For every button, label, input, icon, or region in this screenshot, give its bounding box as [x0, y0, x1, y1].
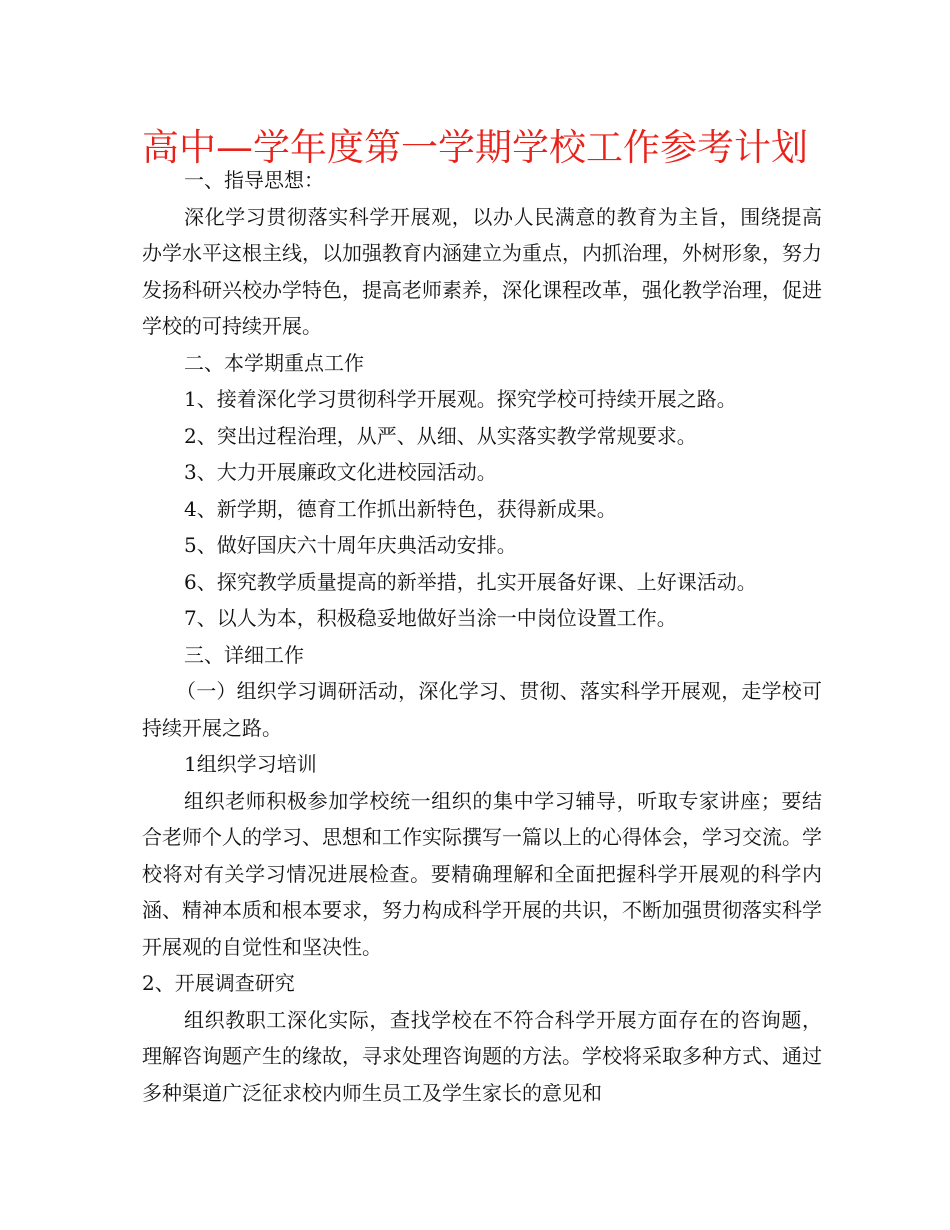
paragraph-investigation: 组织教职工深化实际，查找学校在不符合科学开展方面存在的咨询题，理解咨询题产生的缘故，寻求处理咨询题的方法。学校将采取多种方式、通过多种渠道广泛征求校内师生员工及学生家长的意见和 [142, 1007, 822, 1105]
section-heading-detailed-work: 三、详细工作 [184, 642, 304, 667]
section-heading-guiding-ideology: 一、指导思想： [184, 168, 324, 192]
key-work-item: 3、大力开展廉政文化进校园活动。 [184, 460, 497, 484]
key-work-item: 2、突出过程治理，从严、从细、从实落实教学常规要求。 [184, 423, 697, 448]
section-heading-key-work: 二、本学期重点工作 [184, 350, 364, 375]
item-heading-study-training: 1组织学习培训 [184, 752, 317, 776]
paragraph-study-training: 组织老师积极参加学校统一组织的集中学习辅导，听取专家讲座；要结合老师个人的学习、思想和工作实际撰写一篇以上的心得体会，学习交流。学校将对有关学习情况进展检查。要精确理解和全面把握科学开展观的科学内涵、精神本质和根本要求，努力构成科学开展的共识，不断加强贯彻落实科学开展观的自觉性和坚决性。 [142, 788, 822, 959]
key-work-item: 7、以人为本，积极稳妥地做好当涂一中岗位设置工作。 [184, 606, 677, 630]
subsection-heading-study-research: （一）组织学习调研活动，深化学习、贯彻、落实科学开展观，走学校可持续开展之路。 [142, 679, 822, 740]
key-work-item: 4、新学期，德育工作抓出新特色，获得新成果。 [184, 496, 617, 521]
key-work-item: 6、探究教学质量提高的新举措，扎实开展备好课、上好课活动。 [184, 569, 757, 594]
key-work-item: 5、做好国庆六十周年庆典活动安排。 [184, 533, 517, 557]
document-title: 高中—学年度第一学期学校工作参考计划 [142, 126, 808, 169]
paragraph-guiding-ideology: 深化学习贯彻落实科学开展观，以办人民满意的教育为主旨，围绕提高办学水平这根主线，以加强教育内涵建立为重点，内抓治理，外树形象，努力发扬科研兴校办学特色，提高老师素养，深化课程改革，强化教学治理，促进学校的可持续开展。 [142, 204, 822, 338]
item-heading-investigation: 2、开展调查研究 [142, 971, 295, 995]
key-work-item: 1、接着深化学习贯彻科学开展观。探究学校可持续开展之路。 [184, 387, 737, 411]
document-body [142, 162, 822, 1111]
